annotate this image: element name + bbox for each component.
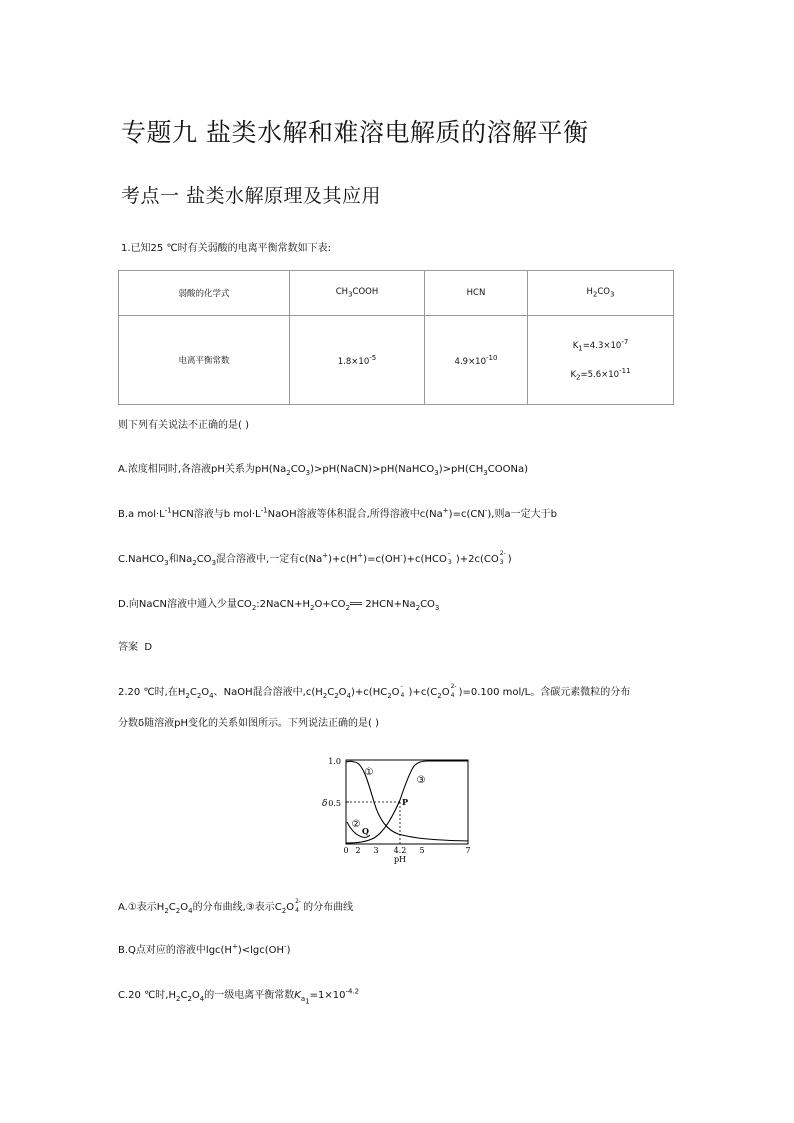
q2-option-a: A.①表示$H_2C_2O_4$的分布曲线,③表示$C_2O$ 2- 4 的分布曲线: [118, 898, 354, 915]
page-title: 专题九 盐类水解和难溶电解质的溶解平衡: [121, 118, 589, 147]
table-cell-acid-hcn: HCN: [425, 271, 528, 316]
q1-option-d: D.向NaCN溶液中通入少量$CO_2:2NaCN+H_2O+CO_2══$ $2HCN+Na_2CO_3$: [118, 599, 440, 612]
y-tick-1: 1.0: [328, 757, 341, 766]
table-cell-acid-h2co3: $H_2CO_3$: [528, 271, 674, 316]
q1-answer: [118, 638, 152, 653]
q2-option-c: C.20 ℃时$,H_2C_2O_4$的一级电离平衡常数$K_{a_1}=1\times 10^{-4.2}$: [118, 987, 360, 1006]
table-cell-acid-ch3cooh: $CH_3COOH$: [290, 271, 425, 316]
q1-option-c: C.NaHCO$_3$和$Na_2CO_3$混合溶液中,一定有c(Na+)+c(H+)=c(OH-)+c(HCO - 3 )+2c(CO 2- 3 ): [118, 550, 512, 567]
table-row-head-formula: 弱酸的化学式: [119, 271, 290, 316]
acid-constant-table: [118, 270, 674, 405]
table-cell-k-ch3cooh: $1.8\times 10^{-5}$: [290, 316, 425, 405]
table-cell-k-hcn: $4.9\times 10^{-10}$: [425, 316, 528, 405]
answer-value: D: [144, 642, 153, 653]
table-cell-k-h2co3: $K_1=4.3\times 10^{-7}$ $K_2=5.6\times 10^{-11}$: [528, 316, 674, 405]
x-tick-5: 5: [419, 846, 425, 855]
section-heading: 考点一 盐类水解原理及其应用: [121, 185, 382, 207]
q1-option-b: B.a $mol\cdot L^{-1}HCN$溶液与b $mol\cdot L^{-1}NaOH$溶液等体积混合,所得溶液中c(Na+)=c(CN-),则a一定大于b: [118, 506, 557, 520]
q2-option-b: B.Q点对应的溶液中lgc(H+)<lgc(OH-): [118, 942, 291, 956]
x-tick-7: 7: [465, 846, 471, 855]
q1-option-a: A.浓度相同时,各溶液pH关系为$pH(Na_2CO_3)>pH(NaCN)>pH(NaHCO_3)>pH(CH_3COONa)$: [118, 464, 528, 477]
point-label-q: Q: [362, 826, 369, 836]
x-tick-2: 2: [355, 846, 361, 855]
q1-stem: 1.已知25 ℃时有关弱酸的电离平衡常数如下表:: [121, 243, 332, 254]
y-axis-label: δ: [322, 799, 328, 809]
q2-stem-line2: 分数δ随溶液pH变化的关系如图所示。下列说法正确的是( ): [118, 718, 379, 729]
answer-label: 答案: [118, 642, 138, 653]
point-label-p: P: [402, 797, 409, 807]
curve-label-1: ①: [364, 767, 374, 778]
q1-question: 则下列有关说法不正确的是( ): [118, 420, 249, 431]
curve-label-3: ③: [416, 775, 426, 786]
distribution-figure: [318, 752, 478, 866]
x-axis-label: pH: [393, 855, 407, 864]
x-tick-0: 0: [343, 846, 349, 855]
y-tick-05: 0.5: [328, 799, 341, 808]
table-row-head-constant: 电离平衡常数: [119, 316, 290, 405]
x-tick-42: 4.2: [393, 846, 407, 855]
q2-stem-line1: 2.20 ℃时,在$H_2C_2O_4$、NaOH混合溶液中$,c(H_2C_2O_4)+c(HC_2O$ - 4 )$+c(C_2O$ 2- 4 )=0.100 mol/L。含碳元素微粒的分布: [118, 683, 631, 700]
curve-label-2: ②: [351, 819, 361, 830]
x-tick-3: 3: [373, 846, 379, 855]
